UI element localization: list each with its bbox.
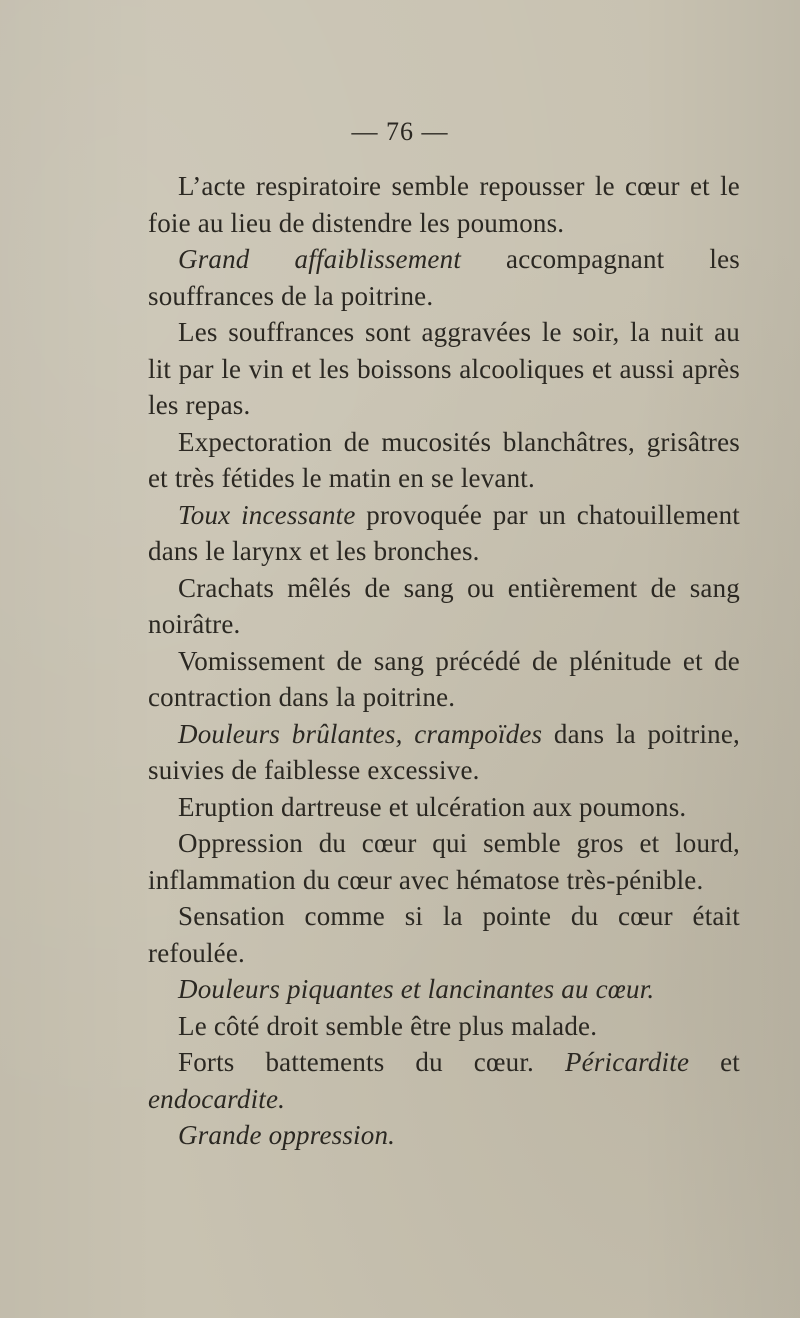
paragraph-oppression-coeur (148, 825, 740, 898)
text-run: Sensation comme si la pointe du cœur était refoulée. (148, 901, 740, 968)
text-run: Oppression du cœur qui semble gros et lourd, inflammation du cœur avec hématose très-pénible. (148, 828, 740, 895)
paragraph-toux (148, 497, 740, 570)
paragraph-grande-oppression (148, 1117, 740, 1154)
text-run: accompagnant les souffrances de la poitrine. (148, 244, 740, 311)
text-run: Les souffrances sont aggravées le soir, la nuit au lit par le vin et les boissons alcooliques et aussi après les repas. (148, 317, 740, 420)
text-run: Forts battements du cœur. (178, 1047, 565, 1077)
text-run: Expectoration de mucosités blanchâtres, grisâtres et très fétides le matin en se levant. (148, 426, 740, 493)
italic-run: Grande oppression. (178, 1120, 396, 1150)
text-run: Crachats mêlés de sang ou entièrement de sang noirâtre. (148, 572, 740, 639)
italic-run: Toux incessante (178, 499, 356, 530)
paragraph-eruption (148, 789, 740, 826)
paragraph-affaiblissement (148, 241, 740, 314)
italic-run: Péricardite (564, 1047, 690, 1077)
paragraph-crachats (148, 570, 740, 643)
paragraph-sensation (148, 898, 740, 971)
paragraph-expectoration (148, 424, 740, 497)
text-run: dans la poitrine, suivies de faiblesse excessive. (148, 718, 740, 785)
text-run: L’acte respiratoire semble repousser le cœur et le foie au lieu de distendre les poumons. (148, 171, 740, 238)
page-number: — 76 — (351, 117, 449, 146)
paragraph-battements (148, 1044, 740, 1117)
text-run: provoquée par un chatouillement dans le larynx et les bronches. (148, 499, 741, 566)
paragraph-aggravation (148, 314, 740, 424)
body-text (148, 168, 740, 1154)
text-run: Vomissement de sang précédé de plénitude et de contraction dans la poitrine. (148, 645, 740, 712)
paragraph-douleurs-brulantes (148, 716, 740, 789)
text-run: Le côté droit semble être plus malade. (178, 1010, 598, 1041)
italic-run: Douleurs piquantes et lancinantes au cœur. (178, 974, 655, 1004)
italic-run: Grand affaiblissement (178, 244, 462, 274)
paragraph-respiration (148, 168, 740, 241)
paragraph-cote-droit (148, 1008, 740, 1045)
text-run: et (689, 1047, 740, 1077)
italic-run: endocardite. (148, 1083, 286, 1114)
paragraph-douleurs-piquantes (148, 971, 740, 1008)
italic-run: Douleurs brûlantes, crampoïdes (178, 718, 543, 749)
paragraph-vomissement (148, 643, 740, 716)
text-run: Eruption dartreuse et ulcération aux poumons. (178, 791, 687, 822)
